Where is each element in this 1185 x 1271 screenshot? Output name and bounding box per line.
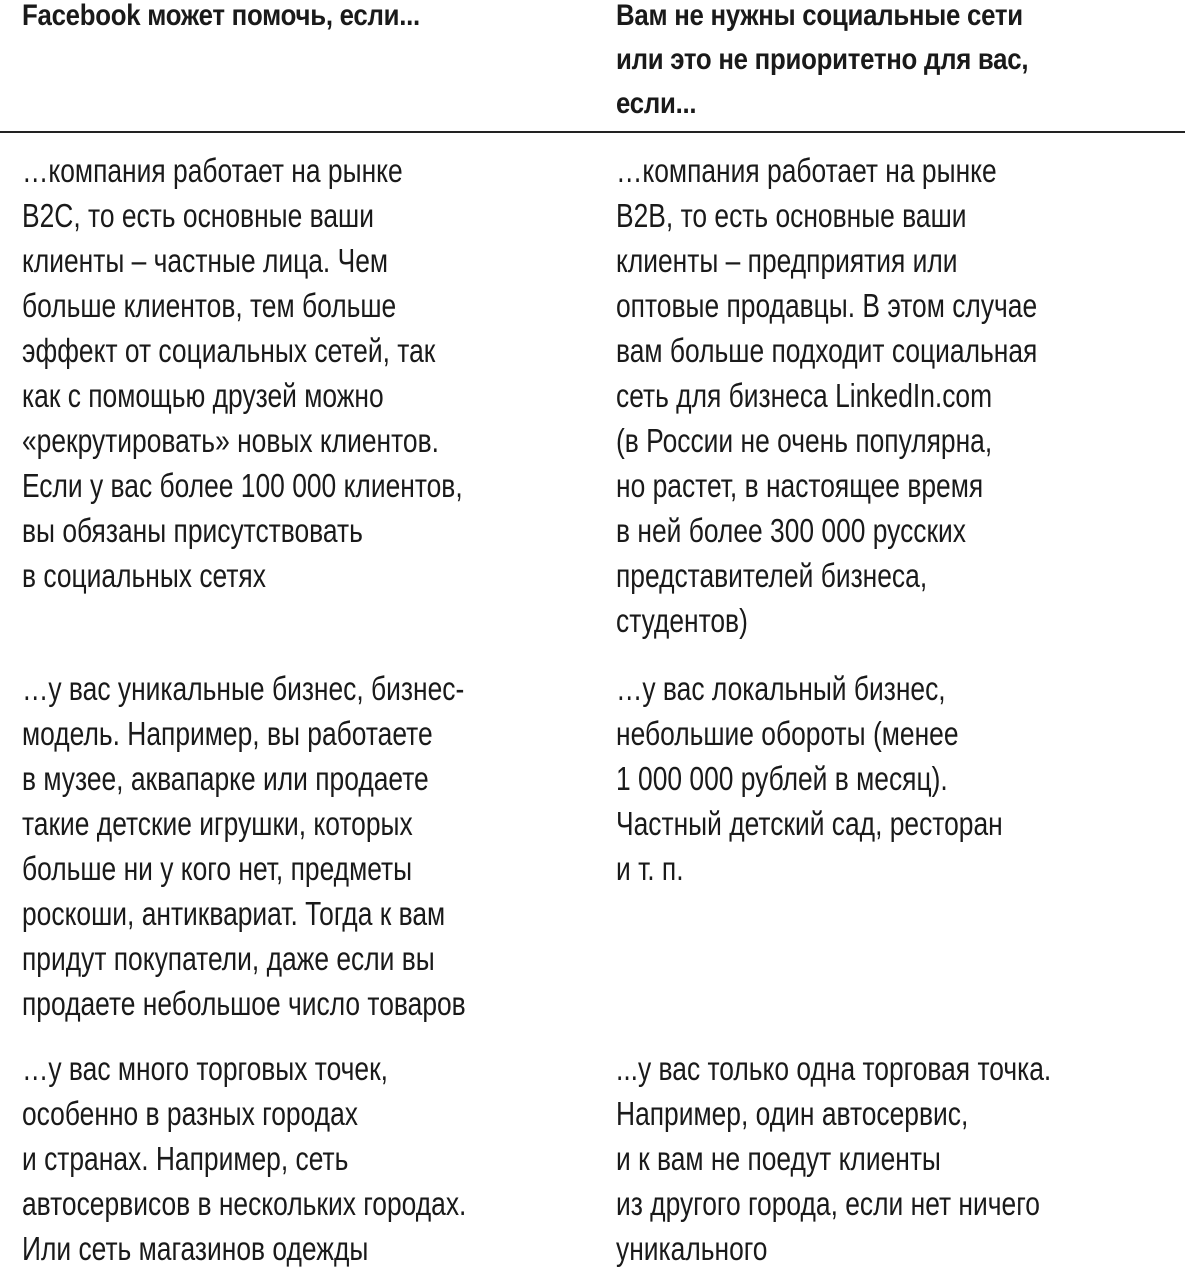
text-line: …у вас уникальные бизнес, бизнес- — [22, 670, 465, 707]
header-right-line: если... — [616, 87, 697, 120]
text-line: эффект от социальных сетей, так — [22, 332, 436, 369]
header-divider — [0, 131, 1185, 133]
text-line: как с помощью друзей можно — [22, 377, 384, 414]
text-line: 1 000 000 рублей в месяц). — [616, 760, 948, 797]
text-line: и странах. Например, сеть — [22, 1140, 349, 1177]
text-line: больше клиентов, тем больше — [22, 287, 397, 324]
text-line: «рекрутировать» новых клиентов. — [22, 422, 439, 459]
text-line: в социальных сетях — [22, 557, 266, 594]
text-line: такие детские игрушки, которых — [22, 805, 413, 842]
text-line: уникального — [616, 1230, 768, 1267]
text-line: в ней более 300 000 русских — [616, 512, 966, 549]
text-line: ...у вас только одна торговая точка. — [616, 1050, 1052, 1087]
header-left-text: Facebook может помочь, если... — [22, 0, 420, 32]
text-line: …компания работает на рынке — [616, 152, 997, 189]
text-line: автосервисов в нескольких городах. — [22, 1185, 467, 1222]
row-2-left-cell — [22, 666, 466, 1026]
text-line: небольшие обороты (менее — [616, 715, 959, 752]
text-line: (в России не очень популярна, — [616, 422, 993, 459]
text-line: больше ни у кого нет, предметы — [22, 850, 413, 887]
text-line: Если у вас более 100 000 клиентов, — [22, 467, 463, 504]
text-line: клиенты – предприятия или — [616, 242, 958, 279]
text-line: …у вас локальный бизнес, — [616, 670, 946, 707]
table-header — [0, 0, 1185, 132]
text-line: и т. п. — [616, 850, 684, 887]
row-1-right-cell — [616, 148, 1037, 643]
text-line: представителей бизнеса, — [616, 557, 928, 594]
text-line: особенно в разных городах — [22, 1095, 358, 1132]
text-line: …компания работает на рынке — [22, 152, 403, 189]
text-line: студентов) — [616, 602, 748, 639]
text-line: …у вас много торговых точек, — [22, 1050, 389, 1087]
row-3-left-cell — [22, 1046, 466, 1271]
text-line: придут покупатели, даже если вы — [22, 940, 435, 977]
text-line: роскоши, антиквариат. Тогда к вам — [22, 895, 446, 932]
text-line: Например, один автосервис, — [616, 1095, 969, 1132]
header-right-line: или это не приоритетно для вас, — [616, 43, 1029, 76]
text-line: Частный детский сад, ресторан — [616, 805, 1003, 842]
row-2-right-cell — [616, 666, 1003, 891]
row-3-right-cell — [616, 1046, 1051, 1271]
text-line: Или сеть магазинов одежды — [22, 1230, 369, 1267]
header-facebook-helps — [22, 0, 420, 38]
header-right-line: Вам не нужны социальные сети — [616, 0, 1023, 32]
text-line: модель. Например, вы работаете — [22, 715, 433, 752]
text-line: но растет, в настоящее время — [616, 467, 984, 504]
header-no-social-needed — [616, 0, 1028, 126]
text-line: вы обязаны присутствовать — [22, 512, 363, 549]
text-line: сеть для бизнеса LinkedIn.com — [616, 377, 993, 414]
text-line: оптовые продавцы. В этом случае — [616, 287, 1038, 324]
row-1-left-cell — [22, 148, 463, 598]
text-line: B2C, то есть основные ваши — [22, 197, 374, 234]
text-line: в музее, аквапарке или продаете — [22, 760, 429, 797]
text-line: B2B, то есть основные ваши — [616, 197, 967, 234]
text-line: и к вам не поедут клиенты — [616, 1140, 941, 1177]
text-line: вам больше подходит социальная — [616, 332, 1038, 369]
text-line: продаете небольшое число товаров — [22, 985, 466, 1022]
text-line: из другого города, если нет ничего — [616, 1185, 1040, 1222]
text-line: клиенты – частные лица. Чем — [22, 242, 389, 279]
